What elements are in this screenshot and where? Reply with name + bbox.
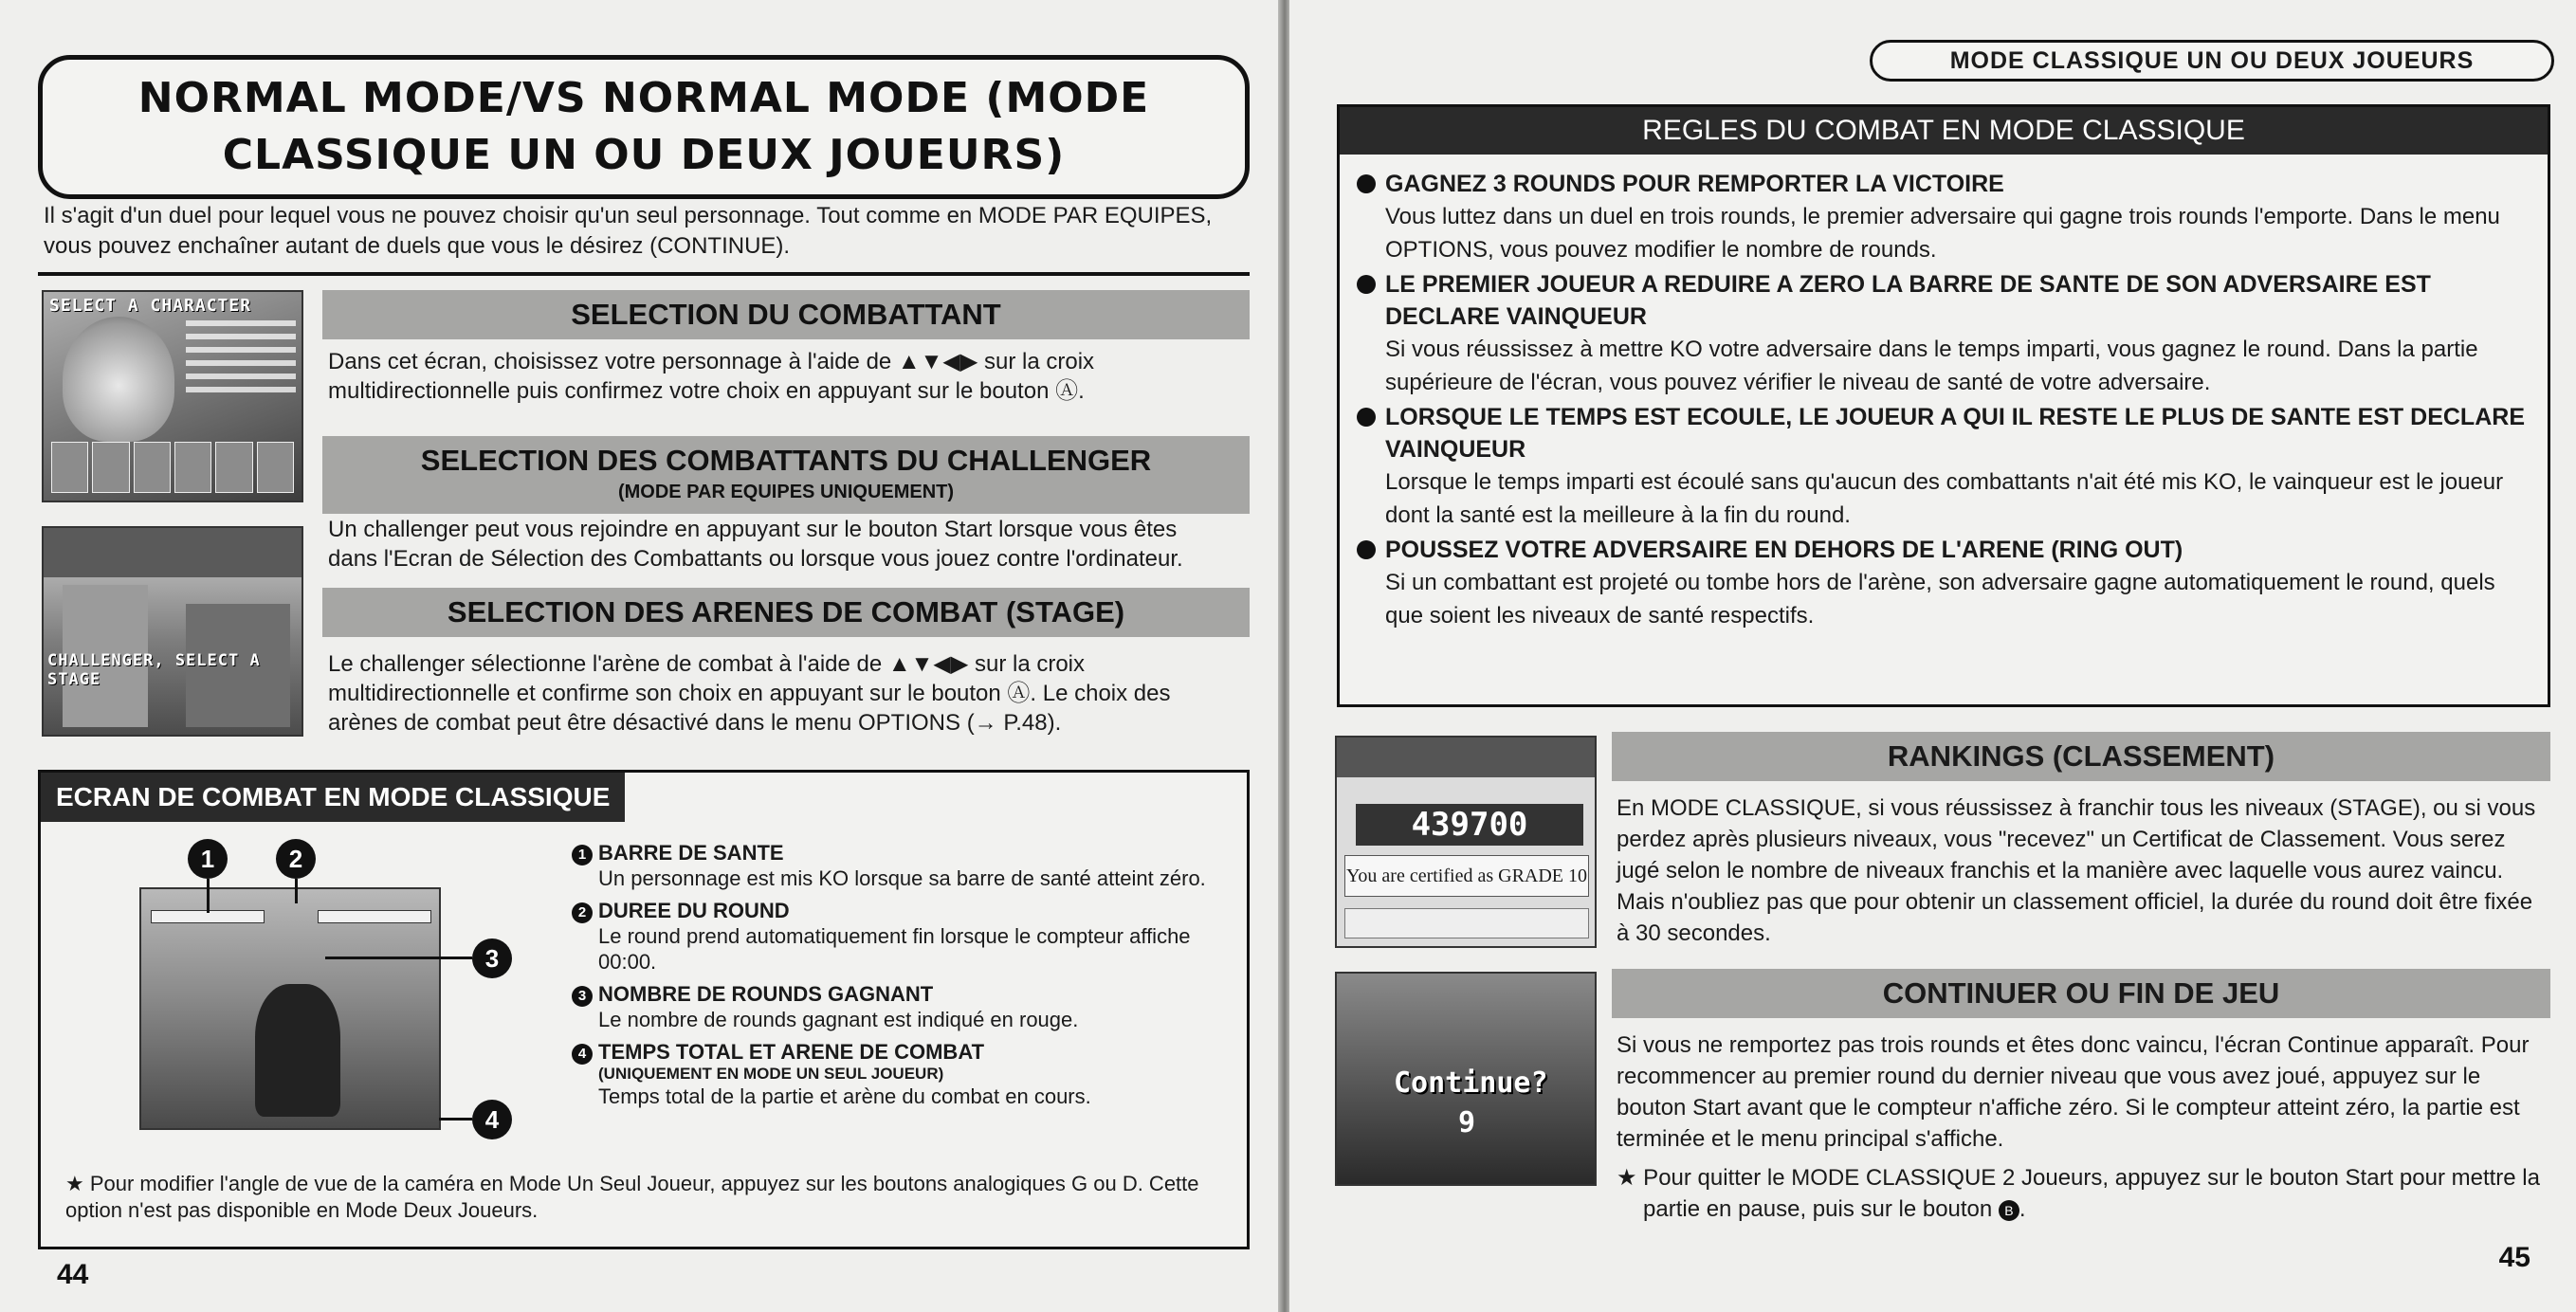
- page-title-box: [38, 55, 1250, 199]
- combat-legend: [572, 841, 1235, 1117]
- page-number-right: 45: [2498, 1242, 2530, 1273]
- ranking-header-bar: [1337, 738, 1595, 777]
- rules-box: [1337, 104, 2550, 707]
- combat-screen-title: ECRAN DE COMBAT EN MODE CLASSIQUE: [41, 773, 625, 822]
- ranking-screenshot: [1335, 736, 1597, 948]
- legend-item: [572, 1040, 1235, 1109]
- legend-text: Le round prend automatiquement fin lorsque le compteur affiche 00:00.: [598, 924, 1191, 974]
- health-bar-p2: [318, 910, 431, 923]
- section-header-stage-select: [322, 588, 1250, 637]
- legend-title: BARRE DE SANTE: [598, 841, 784, 865]
- combat-screenshot: [139, 887, 441, 1130]
- callout-leader: [325, 957, 472, 959]
- rules-list: [1357, 168, 2532, 634]
- screenshot-caption: SELECT A CHARACTER: [49, 296, 252, 316]
- rule-item: [1357, 168, 2532, 266]
- legend-title: DUREE DU ROUND: [598, 899, 790, 922]
- legend-subtitle: (UNIQUEMENT EN MODE UN SEUL JOUEUR): [598, 1065, 944, 1083]
- character-portrait: [63, 317, 174, 442]
- callout-4: 4: [472, 1100, 512, 1139]
- section-title: SELECTION DES ARENES DE COMBAT (STAGE): [447, 595, 1125, 629]
- legend-number: 3: [572, 986, 593, 1007]
- section-header-rankings: RANKINGS (CLASSEMENT): [1612, 732, 2550, 781]
- right-page: [1289, 0, 2576, 1312]
- callout-leader: [295, 879, 298, 903]
- rules-title: REGLES DU COMBAT EN MODE CLASSIQUE: [1340, 107, 2548, 155]
- intro-paragraph: Il s'agit d'un duel pour lequel vous ne pouvez choisir qu'un seul personnage. Tout comme en MODE PAR EQUIPES, vous pouvez enchaîner autant de duels que vous le désirez (CONTINUE).: [44, 203, 1213, 259]
- legend-text: Temps total de la partie et arène du combat en cours.: [598, 1084, 1091, 1108]
- combat-screen-box: [38, 770, 1250, 1249]
- continue-note-text: ★ Pour quitter le MODE CLASSIQUE 2 Joueurs, appuyez sur le bouton Start pour mettre la partie en pause, puis sur le bouton: [1617, 1165, 2540, 1222]
- rule-item: [1357, 268, 2532, 399]
- divider: [38, 272, 1250, 276]
- rankings-text: En MODE CLASSIQUE, si vous réussissez à franchir tous les niveaux (STAGE), ou si vous perdez après plusieurs niveaux, vous "recevez" un Certificat de Classement. Vous serez jugé selon le nombre de niveaux franchis et la manière avec laquelle vous aurez vaincu. Mais n'oubliez pas que pour obtenir un classement officiel, la durée du round doit être fixée à 30 secondes.: [1617, 795, 2536, 946]
- legend-item: [572, 982, 1235, 1032]
- rule-text: Si un combattant est projeté ou tombe hors de l'arène, son adversaire gagne automatiquement le round, quels que soient les niveaux de santé respectifs.: [1385, 570, 2495, 629]
- legend-text: Le nombre de rounds gagnant est indiqué en rouge.: [598, 1008, 1079, 1031]
- rule-text: Si vous réussissez à mettre KO votre adversaire dans le temps imparti, vous gagnez le round. Dans la partie supérieure de l'écran, vous pouvez vérifier le niveau de santé de votre adversaire.: [1385, 337, 2478, 395]
- bullet-icon: [1357, 540, 1376, 559]
- section-title: SELECTION DES COMBATTANTS DU CHALLENGER: [420, 444, 1152, 477]
- rule-item: [1357, 534, 2532, 632]
- legend-item: [572, 841, 1235, 891]
- camera-note: ★ Pour modifier l'angle de vue de la caméra en Mode Un Seul Joueur, appuyez sur les boutons analogiques G ou D. Cette option n'est pas disponible en Mode Deux Joueurs.: [65, 1172, 1199, 1222]
- section-header-fighter-select: [322, 290, 1250, 339]
- section-header-challenger: [322, 436, 1250, 514]
- page-title: NORMAL MODE/VS NORMAL MODE (MODE CLASSIQUE UN OU DEUX JOUEURS): [137, 74, 1150, 179]
- callout-2: 2: [276, 839, 316, 879]
- callout-1: 1: [188, 839, 228, 879]
- section-title: SELECTION DU COMBATTANT: [571, 298, 1001, 331]
- ranking-footer: [1344, 908, 1589, 938]
- rule-text: Lorsque le temps imparti est écoulé sans qu'aucun des combattants n'ait été mis KO, le vainqueur est le joueur dont la santé est la meilleure à la fin du round.: [1385, 469, 2504, 528]
- legend-title: NOMBRE DE ROUNDS GAGNANT: [598, 982, 934, 1006]
- rule-item: [1357, 401, 2532, 532]
- chapter-tab: MODE CLASSIQUE UN OU DEUX JOUEURS: [1870, 40, 2554, 82]
- legend-number: 4: [572, 1044, 593, 1065]
- legend-item: [572, 899, 1235, 975]
- section-text: Le challenger sélectionne l'arène de combat à l'aide de ▲▼◀▶ sur la croix multidirectionnelle et confirme son choix en appuyant sur le bouton Ⓐ. Le choix des arènes de combat peut être désactivé dans le menu OPTIONS (→ P.48).: [328, 651, 1171, 736]
- vs-banner: [44, 528, 301, 577]
- character-select-screenshot: [42, 290, 303, 502]
- ranking-score: 439700: [1356, 804, 1583, 846]
- screenshot-caption: CHALLENGER, SELECT A STAGE: [47, 651, 261, 689]
- continue-caption: Continue?: [1394, 1066, 1548, 1100]
- section-subtitle: (MODE PAR EQUIPES UNIQUEMENT): [617, 482, 955, 502]
- page-number-left: 44: [57, 1259, 89, 1290]
- bullet-icon: [1357, 408, 1376, 427]
- section-text: Dans cet écran, choisissez votre personnage à l'aide de ▲▼◀▶ sur la croix multidirectionnelle puis confirmez votre choix en appuyant sur le bouton Ⓐ.: [328, 349, 1095, 404]
- character-stats: [186, 320, 296, 400]
- continue-text: Si vous ne remportez pas trois rounds et êtes donc vaincu, l'écran Continue apparaît. Pour recommencer au premier round du dernier niveau que vous avez joué, appuyez sur le bouton Start avant que le compteur n'affiche zéro. Si le compteur atteint zéro, la partie est terminée et le menu principal s'affiche.: [1617, 1032, 2530, 1152]
- continue-screenshot: [1335, 972, 1597, 1186]
- section-text: Un challenger peut vous rejoindre en appuyant sur le bouton Start lorsque vous êtes dans l'Ecran de Sélection des Combattants ou lorsque vous jouez contre l'ordinateur.: [328, 517, 1183, 572]
- legend-text: Un personnage est mis KO lorsque sa barre de santé atteint zéro.: [598, 866, 1206, 890]
- rule-title: LORSQUE LE TEMPS EST ECOULE, LE JOUEUR A QUI IL RESTE LE PLUS DE SANTE EST DECLARE VAINQUEUR: [1385, 404, 2525, 463]
- bullet-icon: [1357, 174, 1376, 193]
- legend-title: TEMPS TOTAL ET ARENE DE COMBAT: [598, 1040, 985, 1064]
- ranking-certificate: You are certified as GRADE 10: [1344, 855, 1589, 897]
- continue-countdown: 9: [1458, 1106, 1476, 1139]
- fighter-figure: [255, 984, 340, 1117]
- character-thumbnails: [51, 442, 294, 493]
- left-page: [0, 0, 1280, 1312]
- legend-number: 2: [572, 902, 593, 923]
- callout-leader: [207, 879, 210, 913]
- rule-title: POUSSEZ VOTRE ADVERSAIRE EN DEHORS DE L'ARENE (RING OUT): [1385, 537, 2183, 563]
- rule-title: GAGNEZ 3 ROUNDS POUR REMPORTER LA VICTOIRE: [1385, 171, 2004, 197]
- section-header-continue: CONTINUER OU FIN DE JEU: [1612, 969, 2550, 1018]
- callout-3: 3: [472, 938, 512, 978]
- legend-number: 1: [572, 845, 593, 866]
- challenger-stage-screenshot: [42, 526, 303, 737]
- b-button-icon: B: [1999, 1200, 2019, 1221]
- rule-text: Vous luttez dans un duel en trois rounds, le premier adversaire qui gagne trois rounds l'emporte. Dans le menu OPTIONS, vous pouvez modifier le nombre de rounds.: [1385, 204, 2500, 263]
- continue-note: ★ Pour quitter le MODE CLASSIQUE 2 Joueurs, appuyez sur le bouton Start pour mettre la partie en pause, puis sur le bouton B .: [1617, 1165, 2540, 1222]
- bullet-icon: [1357, 275, 1376, 294]
- callout-leader: [439, 1118, 472, 1121]
- rule-title: LE PREMIER JOUEUR A REDUIRE A ZERO LA BARRE DE SANTE DE SON ADVERSAIRE EST DECLARE VAINQUEUR: [1385, 271, 2431, 330]
